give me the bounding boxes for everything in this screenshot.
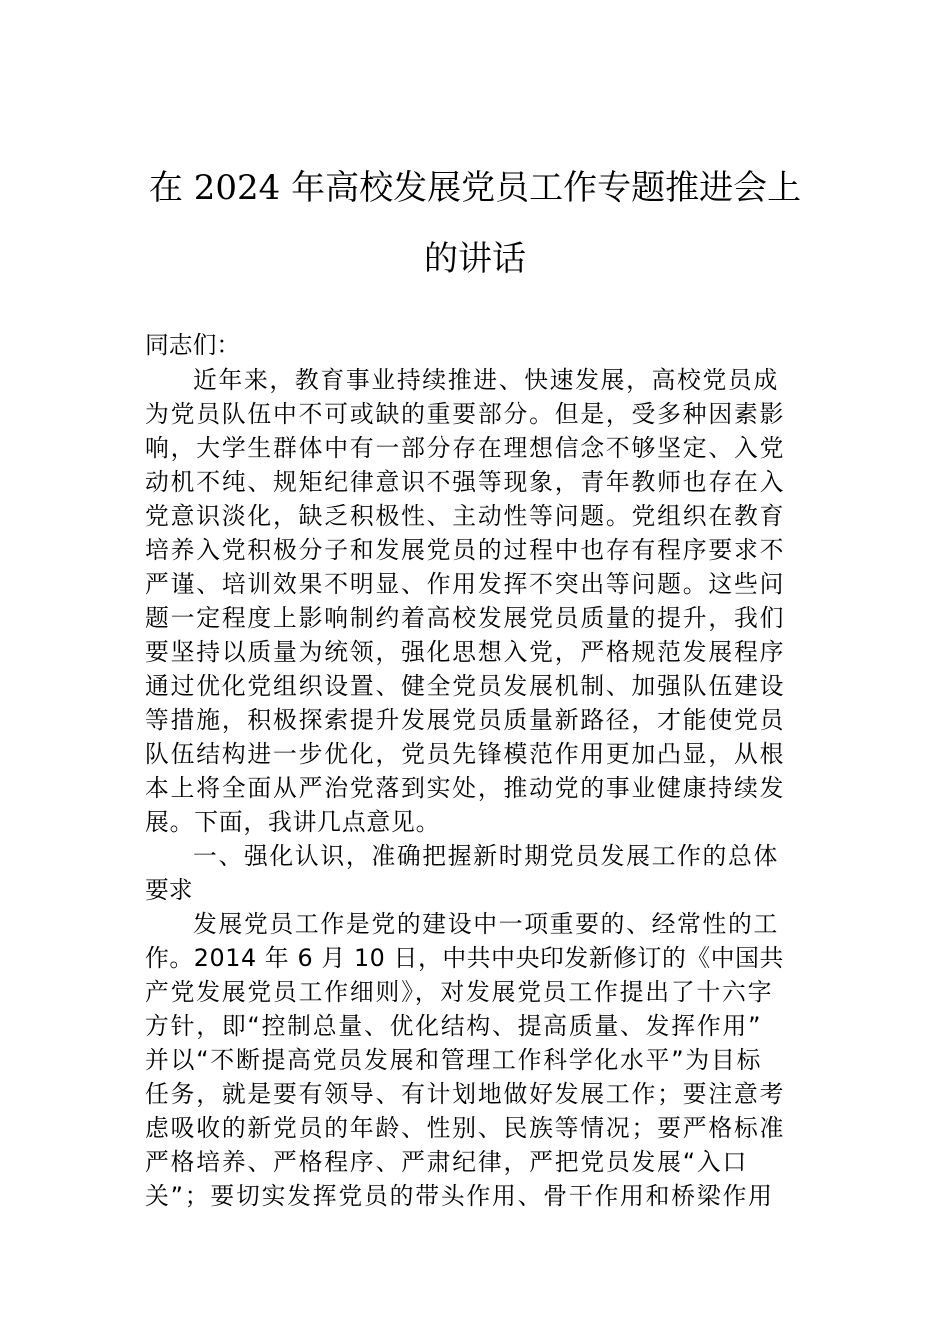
- body-line-5: 党意识淡化，缺乏积极性、主动性等问题。党组织在教育: [145, 502, 786, 530]
- body-line-4: 动机不纯、规矩纪律意识不强等现象，青年教师也存在入: [145, 468, 786, 496]
- body-line-9: 要坚持以质量为统领，强化思想入党，严格规范发展程序: [145, 638, 786, 666]
- body-line-21: 虑吸收的新党员的年龄、性别、民族等情况；要严格标准: [145, 1114, 786, 1142]
- body-line-16: 作。2014 年 6 月 10 日，中共中央印发新修订的《中国共: [145, 944, 784, 972]
- salutation: 同志们：: [145, 331, 241, 359]
- body-line-13: 本上将全面从严治党落到实处，推动党的事业健康持续发: [145, 774, 786, 802]
- body-line-1: 近年来，教育事业持续推进、快速发展，高校党员成: [193, 366, 779, 394]
- body-line-15: 发展党员工作是党的建设中一项重要的、经常性的工: [193, 910, 779, 938]
- body-line-10: 通过优化党组织设置、健全党员发展机制、加强队伍建设: [145, 672, 786, 700]
- document-title-line-2: 的讲话: [424, 239, 526, 279]
- body-line-2: 为党员队伍中不可或缺的重要部分。但是，受多种因素影: [145, 400, 786, 428]
- body-line-18: 方针，即“控制总量、优化结构、提高质量、发挥作用”: [145, 1012, 763, 1040]
- body-line-7: 严谨、培训效果不明显、作用发挥不突出等问题。这些问: [145, 570, 786, 598]
- body-line-14: 展。下面，我讲几点意见。: [145, 808, 441, 836]
- document-title-line-1: 在 2024 年高校发展党员工作专题推进会上: [148, 168, 802, 208]
- body-line-11: 等措施，积极探索提升发展党员质量新路径，才能使党员: [145, 706, 786, 734]
- body-line-6: 培养入党积极分子和发展党员的过程中也存有程序要求不: [145, 536, 786, 564]
- body-line-3: 响，大学生群体中有一部分存在理想信念不够坚定、入党: [145, 434, 786, 462]
- body-line-23: 关”；要切实发挥党员的带头作用、骨干作用和桥梁作用: [145, 1182, 774, 1210]
- section-heading-line-1: 一、强化认识，准确把握新时期党员发展工作的总体: [193, 842, 779, 870]
- body-line-17: 产党发展党员工作细则》，对发展党员工作提出了十六字: [145, 978, 774, 1006]
- body-line-12: 队伍结构进一步优化，党员先锋模范作用更加凸显，从根: [145, 740, 786, 768]
- body-line-20: 任务，就是要有领导、有计划地做好发展工作；要注意考: [145, 1080, 786, 1108]
- body-line-22: 严格培养、严格程序、严肃纪律，严把党员发展“入口: [145, 1148, 749, 1176]
- body-line-8: 题一定程度上影响制约着高校发展党员质量的提升，我们: [145, 604, 786, 632]
- body-line-19: 并以“不断提高党员发展和管理工作科学化水平”为目标: [145, 1046, 763, 1074]
- section-heading-line-2: 要求: [145, 876, 193, 904]
